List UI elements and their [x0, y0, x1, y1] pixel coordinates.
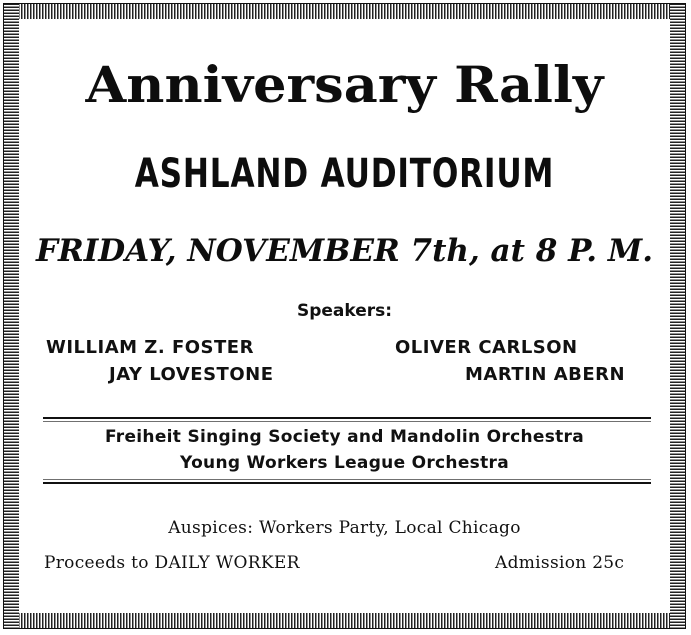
auspices-line: Auspices: Workers Party, Local Chicago [168, 518, 521, 538]
speaker-jay-lovestone: JAY LOVESTONE [109, 364, 274, 385]
divider-top [43, 417, 651, 419]
rally-title: Anniversary Rally [85, 55, 604, 114]
event-date-time: FRIDAY, NOVEMBER 7th, at 8 P. M. [35, 233, 653, 269]
border-outer-edge-top [3, 3, 686, 4]
music-line-young-workers: Young Workers League Orchestra [180, 453, 509, 473]
hatched-border-bottom [3, 613, 686, 629]
proceeds-line: Proceeds to DAILY WORKER [44, 553, 300, 573]
speaker-martin-abern: MARTIN ABERN [465, 364, 626, 385]
divider-bottom-inner [43, 479, 651, 480]
border-outer-edge-bottom [3, 628, 686, 629]
admission-line: Admission 25c [495, 553, 625, 573]
speakers-heading: Speakers: [296, 301, 393, 321]
speaker-william-z-foster: WILLIAM Z. FOSTER [46, 337, 254, 358]
venue-name: ASHLAND AUDITORIUM [134, 151, 555, 197]
speaker-oliver-carlson: OLIVER CARLSON [395, 337, 578, 358]
divider-bottom [43, 482, 651, 484]
hatched-border-top [3, 3, 686, 19]
music-line-freiheit: Freiheit Singing Society and Mandolin Orchestra [104, 427, 585, 447]
divider-top-inner [43, 421, 651, 422]
poster-body [19, 19, 670, 611]
